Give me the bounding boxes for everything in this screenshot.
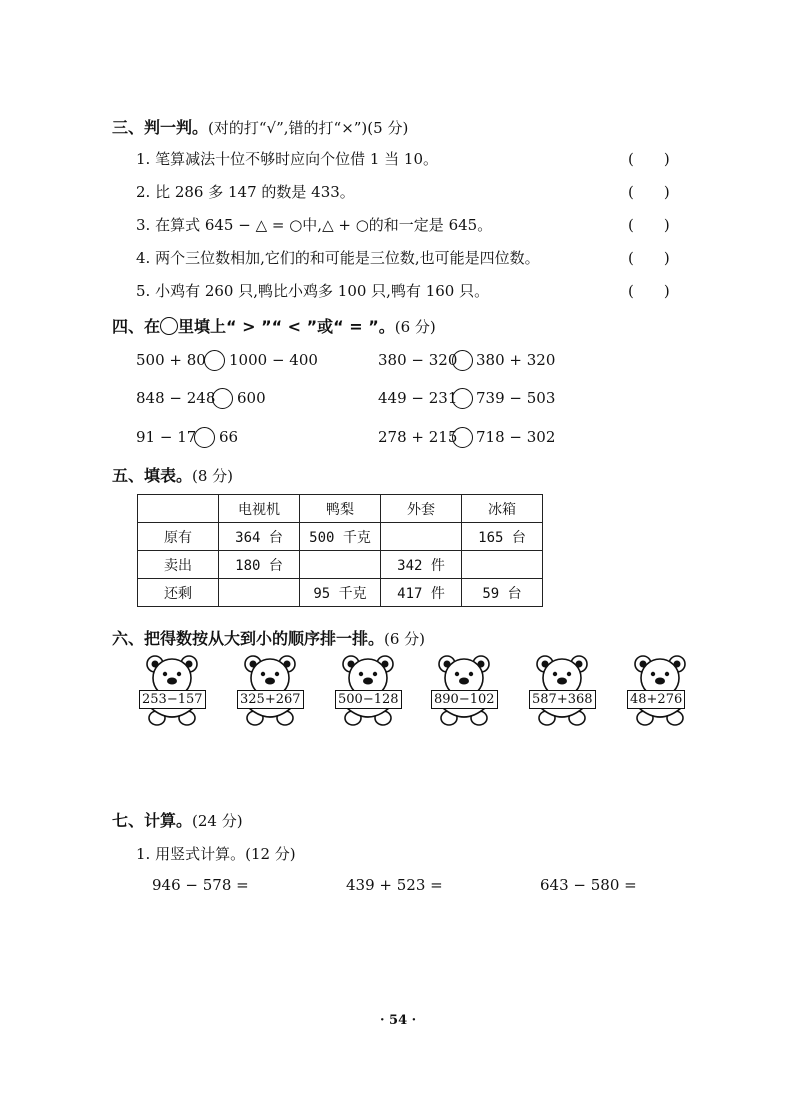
section-3-title: 三、判一判。 — [112, 118, 209, 137]
section-5-heading — [112, 463, 233, 486]
compare-right-1: 1000 − 400 — [229, 351, 318, 369]
compare-left-1: 500 + 80 — [136, 351, 206, 369]
section-6-heading — [112, 626, 425, 649]
answer-paren-5[interactable]: ( ) — [628, 282, 670, 300]
table-cell: 95 千克 — [300, 579, 381, 607]
section-3-instruction: (对的打“√”,错的打“×”) — [208, 119, 368, 137]
judge-item-1: 1. 笔算减法十位不够时应向个位借 1 当 10。 — [136, 150, 439, 168]
compare-circle-5[interactable] — [194, 427, 215, 448]
compare-right-6: 718 − 302 — [476, 428, 556, 446]
judge-item-5: 5. 小鸡有 260 只,鸭比小鸡多 100 只,鸭有 160 只。 — [136, 282, 490, 300]
table-cell-blank[interactable] — [381, 523, 462, 551]
fill-table — [137, 494, 543, 607]
answer-paren-1[interactable]: ( ) — [628, 150, 670, 168]
bear-card-5 — [527, 652, 599, 732]
section-6-title: 六、把得数按从大到小的顺序排一排。 — [112, 629, 385, 648]
answer-paren-2[interactable]: ( ) — [628, 183, 670, 201]
compare-right-2: 380 + 320 — [476, 351, 556, 369]
compare-circle-3[interactable] — [212, 388, 233, 409]
compare-right-4: 739 − 503 — [476, 389, 556, 407]
section-3-points: (5 分) — [367, 119, 409, 137]
bear-expression: 253−157 — [139, 690, 206, 709]
table-row — [138, 551, 543, 579]
table-cell: 342 件 — [381, 551, 462, 579]
bear-expression: 587+368 — [529, 690, 596, 709]
compare-circle-4[interactable] — [452, 388, 473, 409]
section-5-points: (8 分) — [192, 467, 234, 485]
section-5-title: 五、填表。 — [112, 466, 193, 485]
compare-right-3: 600 — [237, 389, 266, 407]
compare-circle-2[interactable] — [452, 350, 473, 371]
compare-left-2: 380 − 320 — [378, 351, 458, 369]
table-cell: 180 台 — [219, 551, 300, 579]
answer-paren-3[interactable]: ( ) — [628, 216, 670, 234]
judge-item-2: 2. 比 286 多 147 的数是 433。 — [136, 183, 355, 201]
bear-card-2 — [235, 652, 307, 732]
compare-circle-1[interactable] — [204, 350, 225, 371]
section-4-title-post: 里填上“ > ”“ < ”或“ = ”。 — [178, 317, 395, 336]
section-3-heading — [112, 115, 408, 138]
table-row-label: 卖出 — [138, 551, 219, 579]
bear-card-3 — [333, 652, 405, 732]
compare-left-5: 91 − 17 — [136, 428, 197, 446]
bear-expression: 500−128 — [335, 690, 402, 709]
sub-title: 1. 用竖式计算。 — [136, 845, 246, 863]
section-4-heading — [112, 314, 436, 337]
circle-icon — [160, 317, 178, 335]
table-cell: 500 千克 — [300, 523, 381, 551]
calc-expr-3: 643 − 580 = — [540, 876, 637, 894]
bear-card-4 — [429, 652, 501, 732]
table-header-cell: 鸭梨 — [300, 495, 381, 523]
table-header-cell — [138, 495, 219, 523]
page-number: · 54 · — [380, 1013, 417, 1028]
bear-expression: 890−102 — [431, 690, 498, 709]
section-6-points: (6 分) — [384, 630, 426, 648]
table-cell-blank[interactable] — [300, 551, 381, 579]
bear-card-1 — [137, 652, 209, 732]
table-row-label: 还剩 — [138, 579, 219, 607]
table-header-row — [138, 495, 543, 523]
vertical-calc-instruction — [136, 843, 296, 864]
table-cell: 417 件 — [381, 579, 462, 607]
table-cell: 165 台 — [462, 523, 543, 551]
section-4-points: (6 分) — [394, 318, 436, 336]
compare-left-3: 848 − 248 — [136, 389, 216, 407]
bear-card-6 — [625, 652, 697, 732]
compare-left-6: 278 + 215 — [378, 428, 458, 446]
table-row-label: 原有 — [138, 523, 219, 551]
table-header-cell: 电视机 — [219, 495, 300, 523]
table-header-cell: 冰箱 — [462, 495, 543, 523]
calc-expr-2: 439 + 523 = — [346, 876, 443, 894]
compare-right-5: 66 — [219, 428, 239, 446]
judge-item-4: 4. 两个三位数相加,它们的和可能是三位数,也可能是四位数。 — [136, 249, 540, 267]
table-row — [138, 579, 543, 607]
calc-expr-1: 946 − 578 = — [152, 876, 249, 894]
compare-left-4: 449 − 231 — [378, 389, 458, 407]
section-7-points: (24 分) — [192, 812, 243, 830]
section-7-heading — [112, 808, 243, 831]
bear-expression: 325+267 — [237, 690, 304, 709]
section-7-title: 七、计算。 — [112, 811, 193, 830]
table-cell: 59 台 — [462, 579, 543, 607]
table-cell: 364 台 — [219, 523, 300, 551]
judge-item-3: 3. 在算式 645 − △ = ○中,△ + ○的和一定是 645。 — [136, 216, 493, 234]
table-row — [138, 523, 543, 551]
table-header-cell: 外套 — [381, 495, 462, 523]
section-4-title-pre: 四、在 — [112, 317, 161, 336]
bear-expression: 48+276 — [627, 690, 685, 709]
sub-points: (12 分) — [245, 845, 296, 863]
table-cell-blank[interactable] — [462, 551, 543, 579]
table-cell-blank[interactable] — [219, 579, 300, 607]
compare-circle-6[interactable] — [452, 427, 473, 448]
answer-paren-4[interactable]: ( ) — [628, 249, 670, 267]
